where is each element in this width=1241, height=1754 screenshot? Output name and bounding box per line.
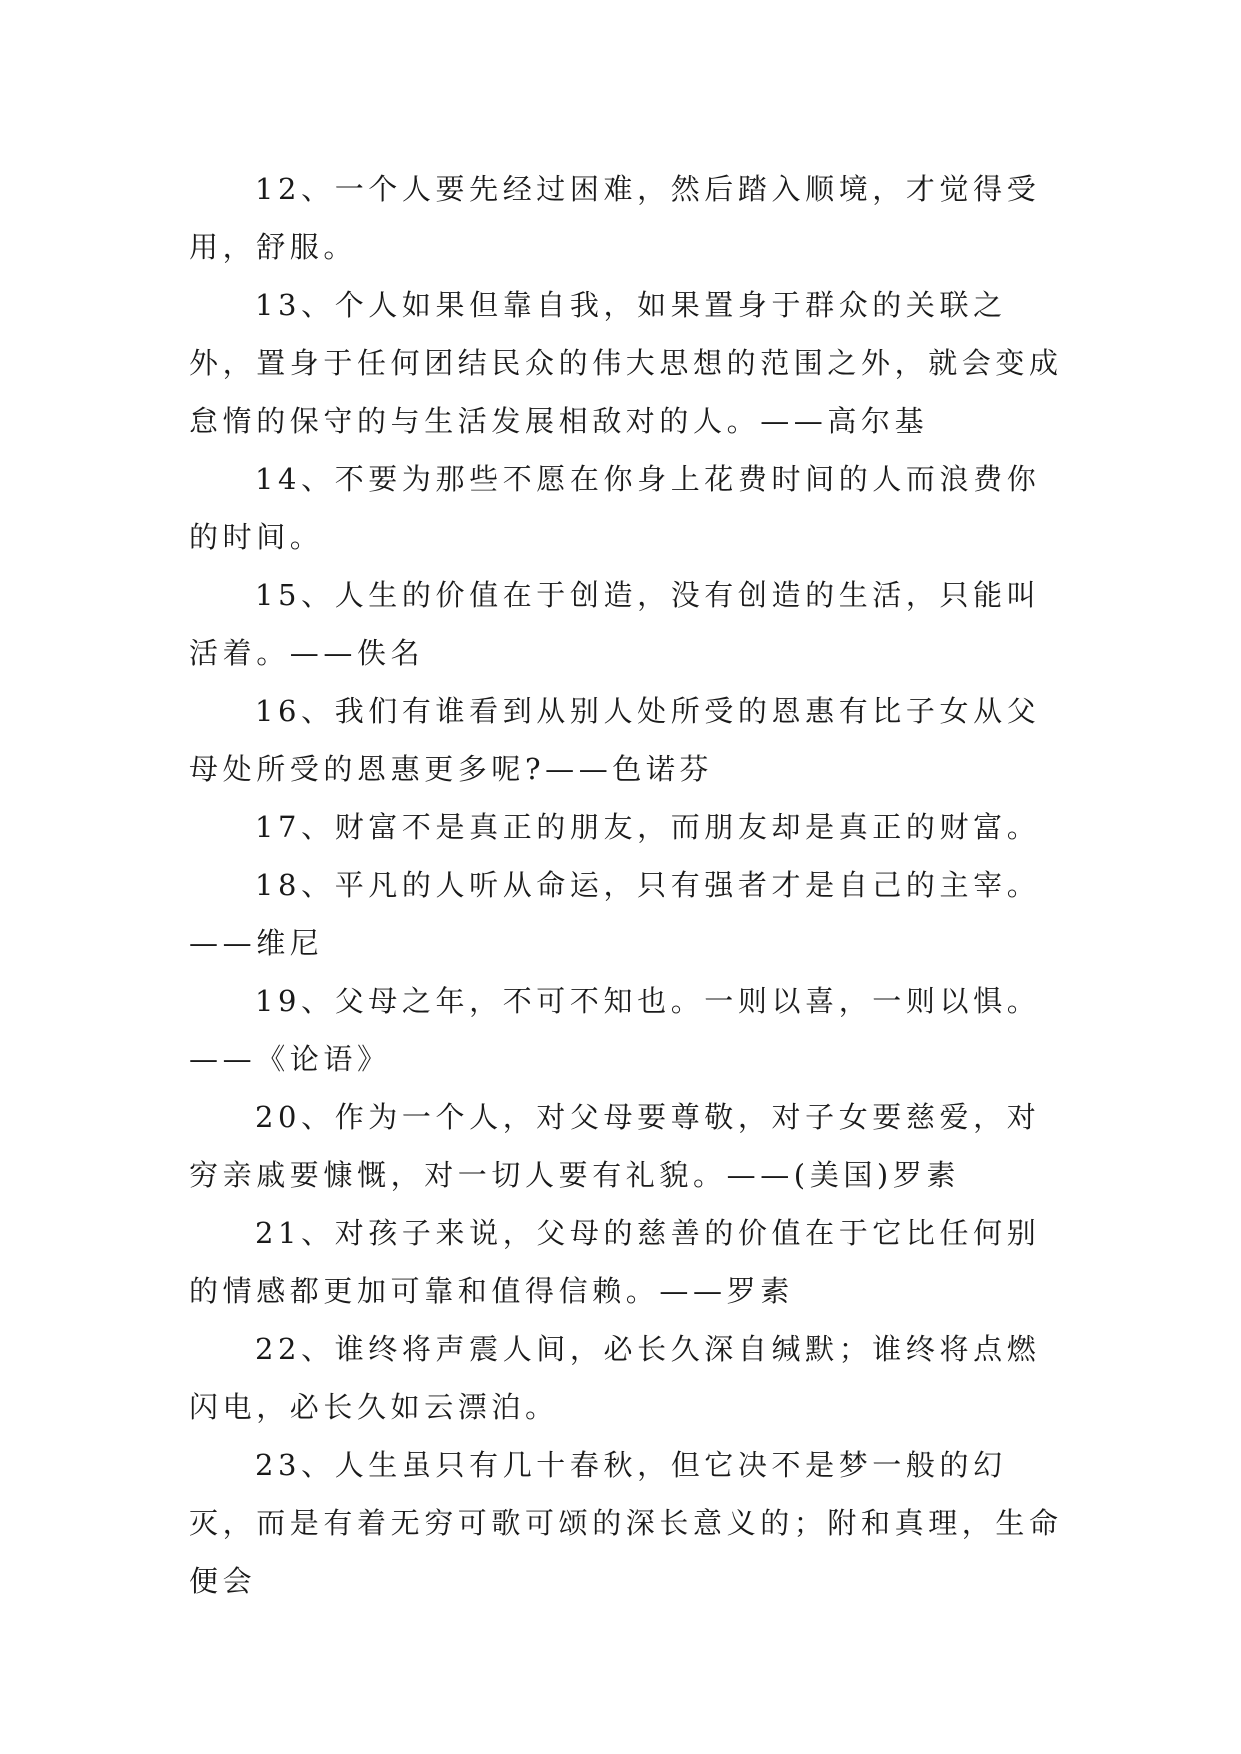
quote-paragraph-17: 17、财富不是真正的朋友，而朋友却是真正的财富。 xyxy=(255,810,1041,844)
quote-paragraph-16: 16、我们有谁看到从别人处所受的恩惠有比子女从父母处所受的恩惠更多呢?——色诺芬 xyxy=(189,694,1041,786)
quote-paragraph-14: 14、不要为那些不愿在你身上花费时间的人而浪费你的时间。 xyxy=(189,462,1041,554)
quote-paragraph-19: 19、父母之年，不可不知也。一则以喜，一则以惧。——《论语》 xyxy=(189,984,1041,1076)
quote-paragraph-20: 20、作为一个人，对父母要尊敬，对子女要慈爱，对穷亲戚要慷慨，对一切人要有礼貌。——(美国)罗素 xyxy=(189,1100,1041,1192)
quote-paragraph-18: 18、平凡的人听从命运，只有强者才是自己的主宰。——维尼 xyxy=(189,868,1041,960)
quote-paragraph-22: 22、谁终将声震人间，必长久深自缄默；谁终将点燃闪电，必长久如云漂泊。 xyxy=(189,1332,1041,1424)
document-page xyxy=(189,160,1069,1610)
quote-paragraph-13: 13、个人如果但靠自我，如果置身于群众的关联之外，置身于任何团结民众的伟大思想的范围之外，就会变成怠惰的保守的与生活发展相敌对的人。——高尔基 xyxy=(189,288,1063,438)
quote-paragraph-21: 21、对孩子来说，父母的慈善的价值在于它比任何别的情感都更加可靠和值得信赖。——罗素 xyxy=(189,1216,1041,1308)
quote-paragraph-23: 23、人生虽只有几十春秋，但它决不是梦一般的幻灭，而是有着无穷可歌可颂的深长意义的；附和真理，生命便会 xyxy=(189,1448,1063,1598)
quote-paragraph-15: 15、人生的价值在于创造，没有创造的生活，只能叫活着。——佚名 xyxy=(189,578,1041,670)
quote-paragraph-12: 12、一个人要先经过困难，然后踏入顺境，才觉得受用，舒服。 xyxy=(189,172,1041,264)
